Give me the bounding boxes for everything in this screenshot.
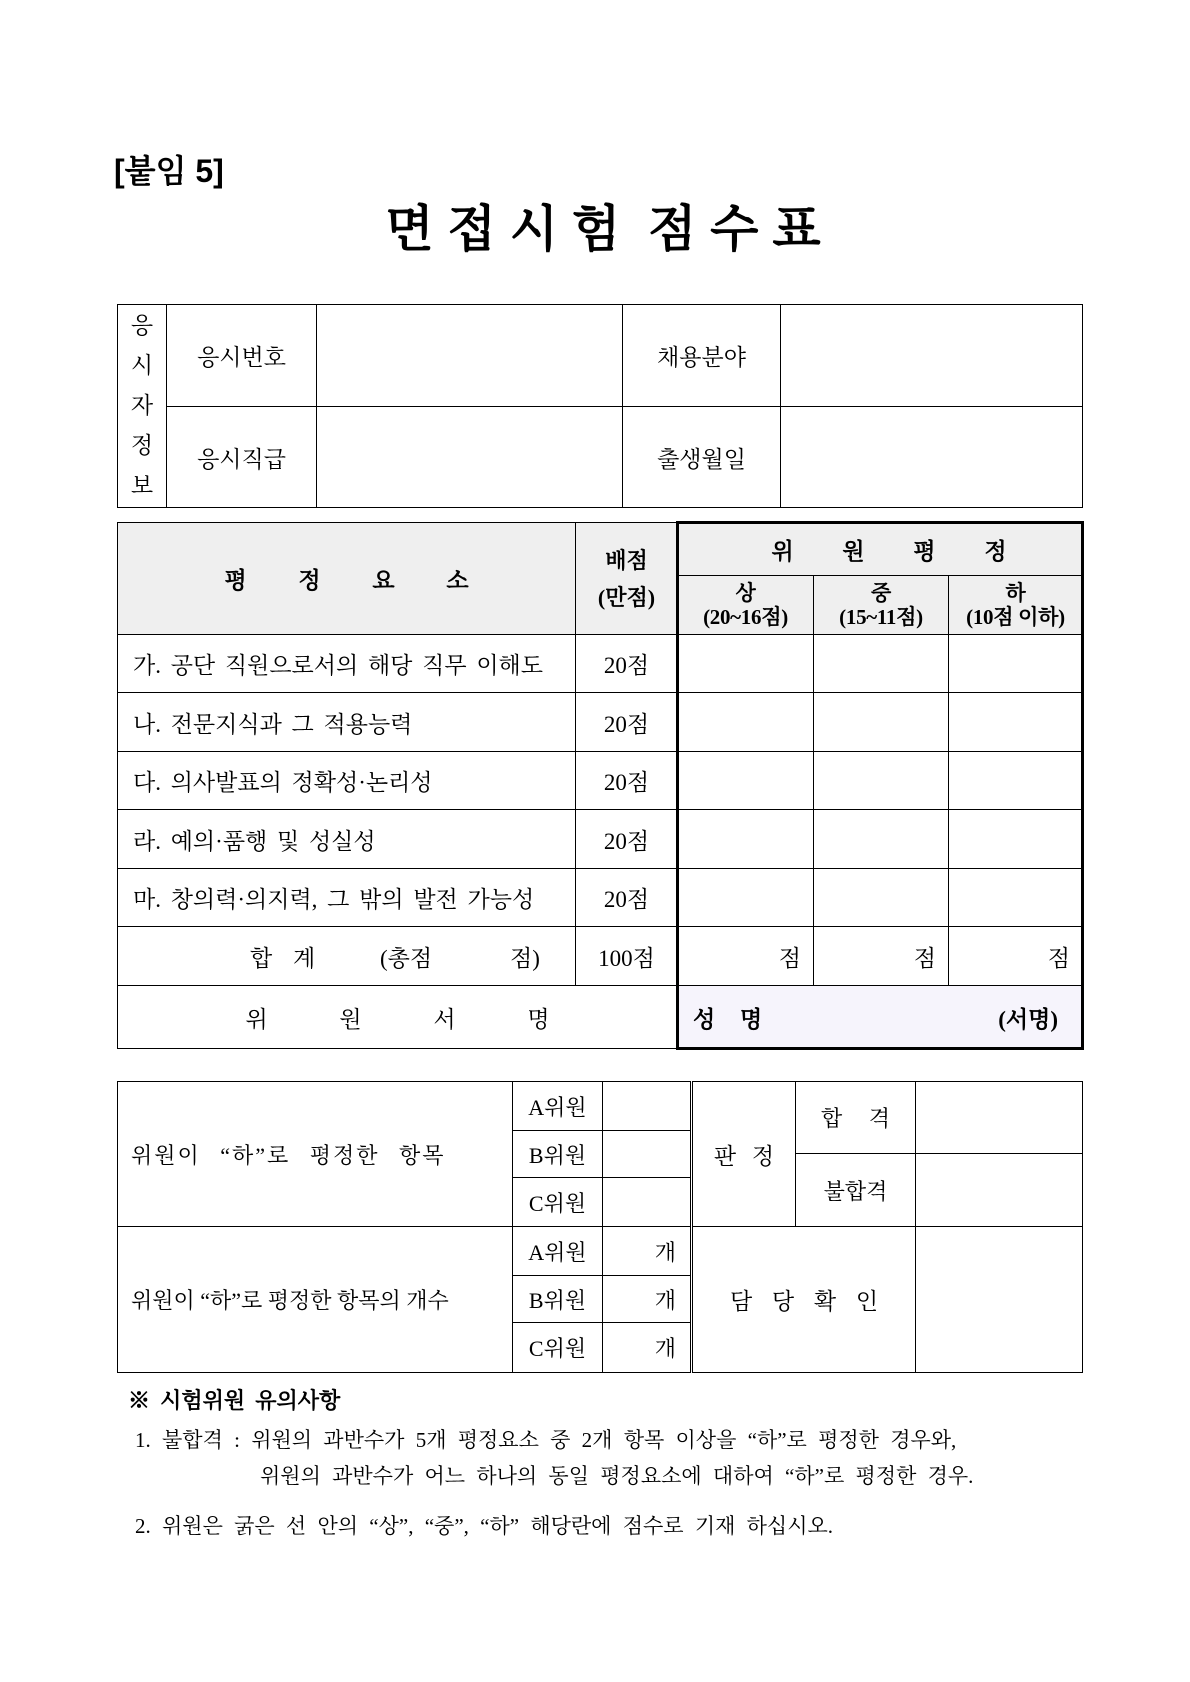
exam-grade-field[interactable] <box>316 406 623 508</box>
score-unit: 점 <box>1047 945 1070 971</box>
score-cell-mid[interactable] <box>813 868 949 927</box>
points-header: 배점 <box>605 547 648 573</box>
score-cell-high[interactable] <box>677 751 814 810</box>
score-cell-high[interactable] <box>677 634 814 693</box>
judgment-label-cell <box>692 1081 796 1227</box>
criteria-points: 20점 <box>603 770 650 795</box>
recruit-field-field[interactable] <box>780 304 1083 407</box>
exam-number-field[interactable] <box>316 304 623 407</box>
note-item-2: 2. 위원은 굵은 선 안의 “상”, “중”, “하” 해당란에 점수로 기재 하십시오. <box>135 1514 834 1538</box>
recruit-field-label-cell <box>622 304 781 407</box>
confirmation-label: 담 당 확 인 <box>729 1289 879 1314</box>
exam-number-label-cell <box>166 304 317 407</box>
criteria-header-cell <box>117 522 576 635</box>
member-label: C위원 <box>528 1336 587 1361</box>
criteria-points: 20점 <box>603 828 650 854</box>
criteria-item-label: 다. 의사발표의 정확성·논리성 <box>133 770 433 795</box>
grade-high-range: (20~16점) <box>703 605 788 629</box>
page-title: 면 접 시 험 점 수 표 <box>385 201 821 257</box>
grade-low-header <box>948 575 1083 635</box>
birth-date-label-cell <box>622 406 781 508</box>
grade-high-label: 상 <box>735 581 756 605</box>
applicant-info-section-text: 응시자정보 <box>130 313 154 498</box>
total-close-label: 점) <box>510 945 540 971</box>
low-count-entry-c[interactable] <box>602 1322 691 1373</box>
committee-header-cell <box>677 522 1083 576</box>
judgment-label: 판 정 <box>713 1143 775 1169</box>
criteria-header: 평 정 요 소 <box>224 568 469 593</box>
score-cell-high[interactable] <box>677 692 814 752</box>
birth-date-field[interactable] <box>780 406 1083 508</box>
member-label: B위원 <box>528 1142 587 1168</box>
points-header-cell <box>575 522 678 635</box>
score-cell-mid[interactable] <box>813 692 949 752</box>
criteria-points-cell <box>575 634 678 693</box>
criteria-row-item <box>117 868 576 927</box>
member-cell <box>512 1226 603 1276</box>
member-label: C위원 <box>528 1190 587 1216</box>
member-cell <box>512 1177 603 1227</box>
score-cell-low[interactable] <box>948 692 1083 752</box>
member-cell <box>512 1081 603 1131</box>
confirmation-label-cell <box>692 1226 916 1373</box>
member-label: A위원 <box>528 1239 587 1265</box>
low-items-label-cell <box>117 1081 513 1227</box>
score-cell-mid[interactable] <box>813 634 949 693</box>
count-unit: 개 <box>654 1287 676 1313</box>
criteria-points-cell <box>575 809 678 869</box>
low-count-entry-b[interactable] <box>602 1275 691 1323</box>
grade-high-header <box>677 575 814 635</box>
fail-entry[interactable] <box>915 1153 1083 1227</box>
low-item-entry-c[interactable] <box>602 1177 691 1227</box>
count-unit: 개 <box>654 1336 676 1361</box>
signature-field[interactable] <box>677 985 1083 1049</box>
low-item-entry-b[interactable] <box>602 1130 691 1178</box>
member-cell <box>512 1130 603 1178</box>
grade-mid-range: (15~11점) <box>839 605 923 629</box>
total-score-high[interactable] <box>677 926 814 986</box>
score-cell-low[interactable] <box>948 809 1083 869</box>
total-open-label: (총점 <box>380 945 433 971</box>
signature-label: 위 원 서 명 <box>245 1006 550 1032</box>
criteria-points-cell <box>575 692 678 752</box>
fail-label-cell <box>795 1153 916 1227</box>
grade-mid-header <box>813 575 949 635</box>
note-item-1-line-2: 위원의 과반수가 어느 하나의 동일 평정요소에 대하여 “하”로 평정한 경우. <box>260 1464 974 1488</box>
score-cell-high[interactable] <box>677 809 814 869</box>
criteria-item-label: 라. 예의·품행 및 성실성 <box>133 828 376 854</box>
note-item-1-line-1: 1. 불합격 : 위원의 과반수가 5개 평정요소 중 2개 항목 이상을 “하”로 평정한 경우와, <box>135 1428 957 1452</box>
member-label: A위원 <box>528 1094 587 1120</box>
pass-entry[interactable] <box>915 1081 1083 1154</box>
member-label: B위원 <box>528 1287 587 1313</box>
notes-title: ※ 시험위원 유의사항 <box>128 1388 341 1413</box>
low-count-label: 위원이 “하”로 평정한 항목의 개수 <box>131 1288 449 1313</box>
criteria-points: 20점 <box>603 887 650 912</box>
total-points: 100점 <box>598 945 655 971</box>
exam-number-label: 응시번호 <box>197 345 286 370</box>
score-unit: 점 <box>913 945 936 971</box>
score-cell-mid[interactable] <box>813 809 949 869</box>
criteria-points: 20점 <box>603 653 650 678</box>
total-label: 합 계 <box>250 945 316 971</box>
grade-mid-label: 중 <box>871 581 891 605</box>
low-items-label: 위원이 “하”로 평정한 항목 <box>131 1142 446 1168</box>
exam-grade-label-cell <box>166 406 317 508</box>
points-subheader: (만점) <box>597 584 656 610</box>
criteria-item-label: 가. 공단 직원으로서의 해당 직무 이해도 <box>133 653 543 678</box>
signature-name-label: 성 명 <box>693 1006 763 1032</box>
low-item-entry-a[interactable] <box>602 1081 691 1131</box>
criteria-points: 20점 <box>603 711 650 737</box>
criteria-points-cell <box>575 751 678 810</box>
grade-low-label: 하 <box>1005 581 1026 605</box>
member-cell <box>512 1275 603 1323</box>
total-score-mid[interactable] <box>813 926 949 986</box>
score-cell-low[interactable] <box>948 868 1083 927</box>
score-cell-low[interactable] <box>948 751 1083 810</box>
pass-label-cell <box>795 1081 916 1154</box>
committee-header: 위 원 평 정 <box>771 538 1007 564</box>
recruit-field-label: 채용분야 <box>657 345 746 370</box>
score-cell-mid[interactable] <box>813 751 949 810</box>
total-label-cell <box>117 926 576 986</box>
score-cell-high[interactable] <box>677 868 814 927</box>
criteria-row-item <box>117 751 576 810</box>
count-unit: 개 <box>654 1239 676 1265</box>
criteria-row-item <box>117 634 576 693</box>
confirmation-entry[interactable] <box>915 1226 1083 1373</box>
grade-low-range: (10점 이하) <box>966 605 1065 629</box>
signature-sign-label: (서명) <box>998 1006 1058 1032</box>
total-points-cell <box>575 926 678 986</box>
score-cell-low[interactable] <box>948 634 1083 693</box>
birth-date-label: 출생월일 <box>657 446 746 472</box>
criteria-item-label: 마. 창의력·의지력, 그 밖의 발전 가능성 <box>133 887 535 912</box>
total-score-low[interactable] <box>948 926 1083 986</box>
exam-grade-label: 응시직급 <box>197 446 286 472</box>
fail-label: 불합격 <box>823 1178 888 1204</box>
member-cell <box>512 1322 603 1373</box>
criteria-points-cell <box>575 868 678 927</box>
criteria-row-item <box>117 809 576 869</box>
attachment-label: [붙임 5] <box>114 153 224 189</box>
signature-label-cell <box>117 985 678 1049</box>
pass-label: 합 격 <box>820 1106 890 1131</box>
low-count-label-cell <box>117 1226 513 1373</box>
applicant-info-section-label <box>117 304 167 508</box>
low-count-entry-a[interactable] <box>602 1226 691 1276</box>
score-unit: 점 <box>778 945 801 971</box>
criteria-row-item <box>117 692 576 752</box>
criteria-item-label: 나. 전문지식과 그 적용능력 <box>133 711 413 737</box>
